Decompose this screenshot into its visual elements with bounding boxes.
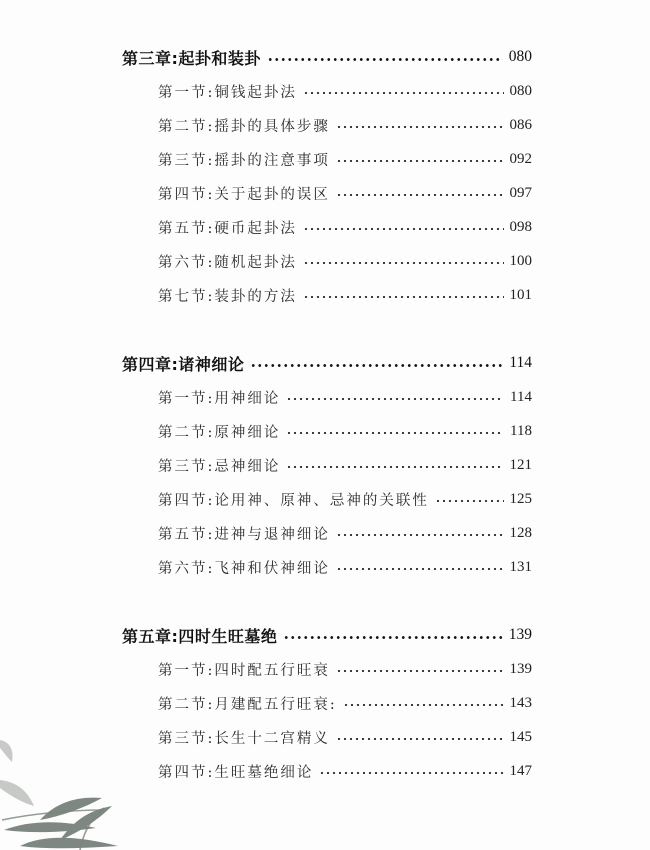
section-title: 第二节:原神细论 [158,424,281,441]
chapter-title: 第三章:起卦和装卦 [122,48,261,68]
section-title: 第五节:进神与退神细论 [158,526,330,543]
dot-leader [336,126,504,128]
chapter-row[interactable] [122,348,532,378]
dot-leader [286,398,504,400]
section-row[interactable] [158,144,532,174]
page-number: 086 [509,116,532,133]
section-title: 第四节:关于起卦的误区 [158,186,330,203]
page-number: 098 [509,218,532,235]
page-number: 147 [509,762,532,779]
dot-leader [303,262,504,264]
dot-leader [336,194,504,196]
section-title: 第二节:月建配五行旺衰: [158,696,337,713]
dot-leader [267,58,503,61]
section-row[interactable] [158,212,532,242]
page-number: 143 [509,694,532,711]
page-number: 139 [508,626,532,643]
section-title: 第一节:四时配五行旺衰 [158,662,330,679]
page-number: 114 [509,354,532,371]
section-title: 第四节:论用神、原神、忌神的关联性 [158,492,429,509]
dot-leader [319,772,503,774]
page-number: 097 [509,184,532,201]
page-number: 125 [509,490,532,507]
page-number: 139 [509,660,532,677]
dot-leader [435,500,504,502]
section-row[interactable] [158,110,532,140]
dot-leader [286,466,503,468]
section-title: 第三节:摇卦的注意事项 [158,152,330,169]
dot-leader [283,636,502,639]
dot-leader [303,228,504,230]
section-row[interactable] [158,382,532,412]
section-row[interactable] [158,178,532,208]
page-number: 080 [509,82,532,99]
page-number: 100 [509,252,532,269]
section-row[interactable] [158,722,532,752]
chapter-title: 第五章:四时生旺墓绝 [122,626,278,646]
page-number: 131 [509,558,532,575]
dot-leader [336,670,504,672]
dot-leader [336,534,504,536]
chapter-row[interactable] [122,42,532,72]
section-title: 第六节:随机起卦法 [158,254,297,271]
section-row[interactable] [158,246,532,276]
dot-leader [250,364,503,367]
section-title: 第一节:用神细论 [158,390,281,407]
section-title: 第六节:飞神和伏神细论 [158,560,330,577]
dot-leader [343,704,504,706]
section-title: 第三节:长生十二宫精义 [158,730,330,747]
chapter-title: 第四章:诸神细论 [122,354,245,374]
chapter-row[interactable] [122,620,532,650]
section-row[interactable] [158,280,532,310]
page-number: 145 [509,728,532,745]
dot-leader [303,92,504,94]
dot-leader [286,432,504,434]
section-title: 第四节:生旺墓绝细论 [158,764,314,781]
dot-leader [303,296,504,298]
section-title: 第一节:铜钱起卦法 [158,84,297,101]
section-row[interactable] [158,654,532,684]
bamboo-leaves-illustration [0,670,130,850]
page-number: 092 [509,150,532,167]
page-number: 101 [509,286,532,303]
section-row[interactable] [158,552,532,582]
section-row[interactable] [158,756,532,786]
page-number: 114 [510,388,532,405]
section-row[interactable] [158,484,532,514]
section-title: 第二节:摇卦的具体步骤 [158,118,330,135]
page-number: 118 [510,422,532,439]
section-title: 第五节:硬币起卦法 [158,220,297,237]
dot-leader [336,568,504,570]
dot-leader [336,738,504,740]
section-row[interactable] [158,76,532,106]
page-number: 128 [509,524,532,541]
section-title: 第三节:忌神细论 [158,458,281,475]
section-row[interactable] [158,416,532,446]
section-row[interactable] [158,450,532,480]
dot-leader [336,160,504,162]
section-title: 第七节:装卦的方法 [158,288,297,305]
page-number: 080 [508,48,532,65]
page-number: 121 [509,456,532,473]
section-row[interactable] [158,518,532,548]
section-row[interactable] [158,688,532,718]
